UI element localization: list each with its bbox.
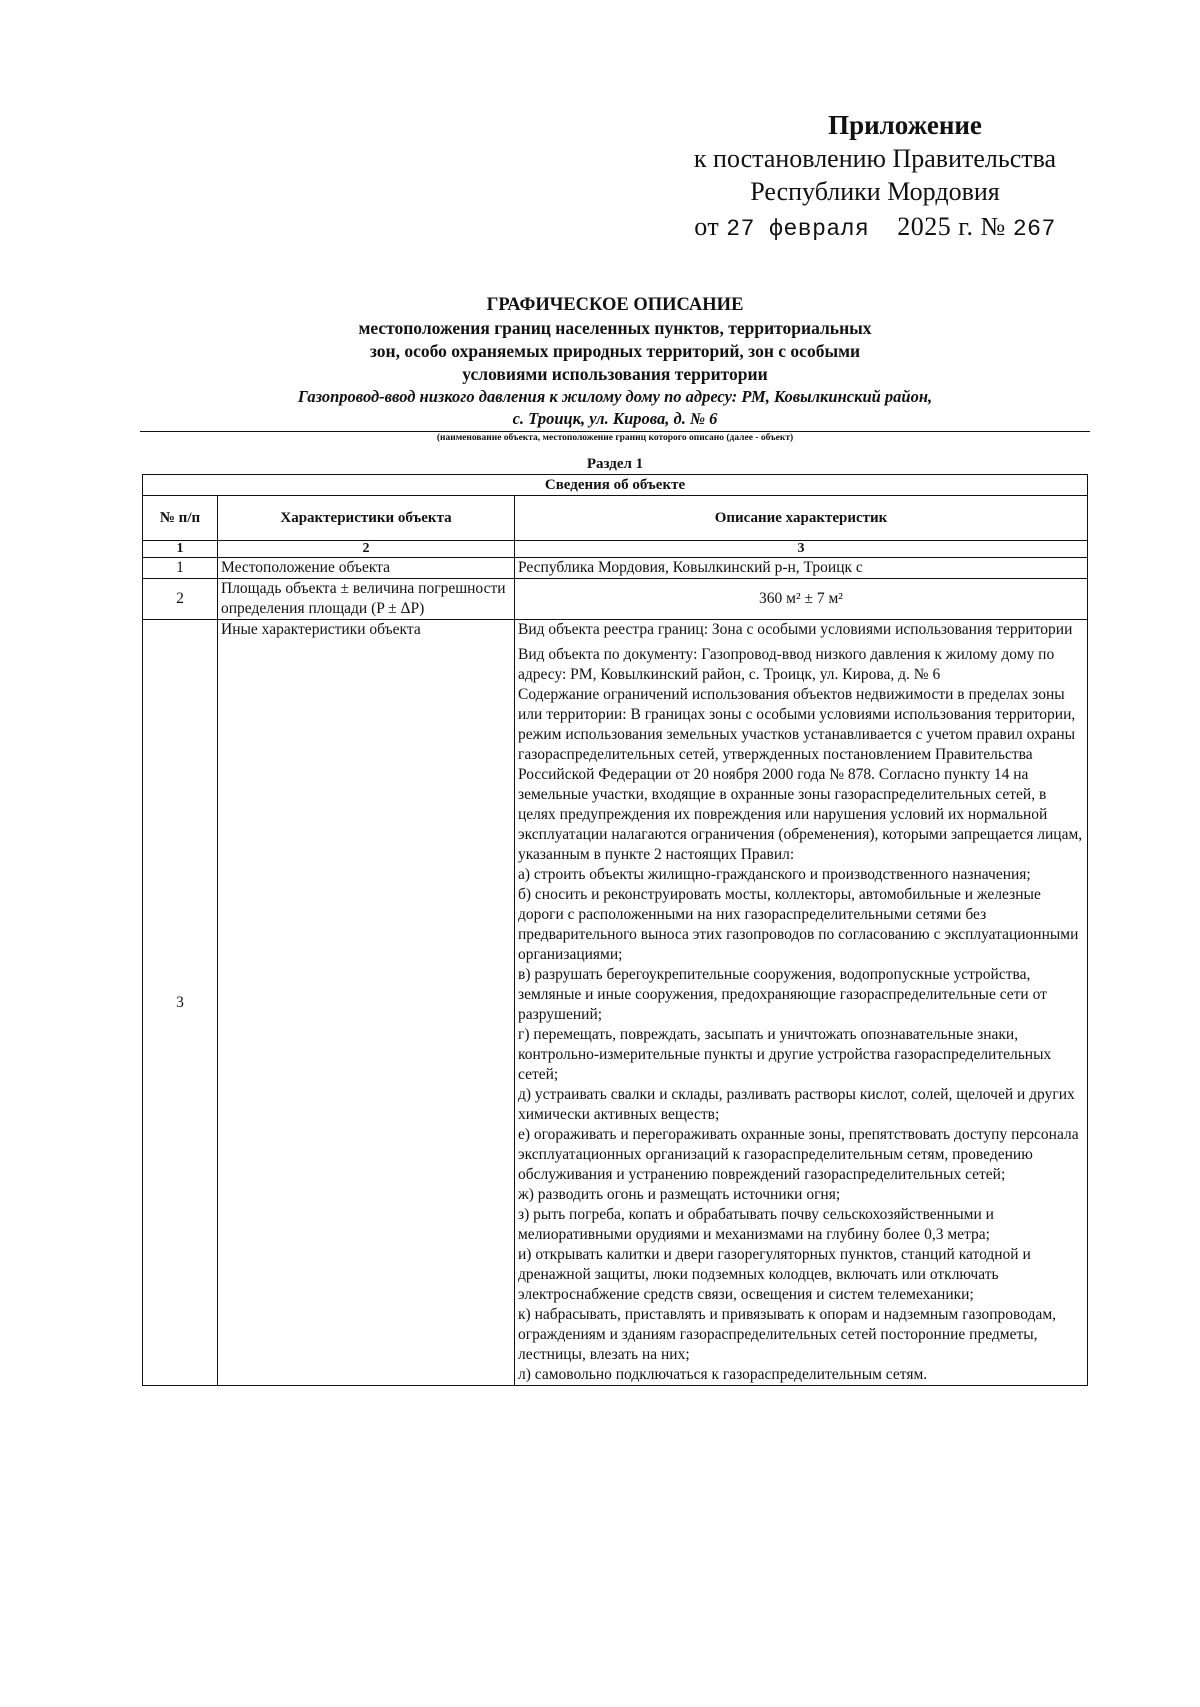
restriction-item-k: к) набрасывать, приставлять и привязывать к опорам и надземным газопроводам, ограждениям и зданиям газораспределительных сетей посторонние предметы, лестницы, влезать на них;: [518, 1306, 1057, 1363]
header-characteristics: Характеристики объекта: [218, 496, 515, 541]
restriction-item-i: и) открывать калитки и двери газорегуляторных пунктов, станций катодной и дренажной защиты, люки подземных колодцев, включать или отключать электроснабжение средств связи, освещения и систем телемеханики;: [518, 1246, 1031, 1303]
document-heading: [140, 294, 1090, 444]
col-number-1: 1: [143, 541, 218, 558]
restriction-item-b: б) сносить и реконструировать мосты, коллекторы, автомобильные и железные дороги с расположенными на них газораспределительными сетями без предварительного выноса этих газопроводов по согласованию с эксплуатационными организациями;: [518, 886, 1079, 963]
table-row: [143, 620, 1088, 1386]
table-row: [143, 558, 1088, 579]
object-name-line-1: Газопровод-ввод низкого давления к жилому дому по адресу: РМ, Ковылкинский район,: [297, 387, 933, 406]
row-value: Республика Мордовия, Ковылкинский р-н, Троицк с: [515, 558, 1088, 579]
restriction-item-d: д) устраивать свалки и склады, разливать растворы кислот, солей, щелочей и других химически активных веществ;: [518, 1086, 1075, 1123]
subtitle-line-3: условиями использования территории: [462, 364, 768, 384]
restriction-item-l: л) самовольно подключаться к газораспределительным сетям.: [518, 1366, 928, 1383]
section-label: Раздел 1: [586, 456, 644, 472]
appendix-title: Приложение: [828, 110, 982, 140]
restriction-item-g: г) перемещать, повреждать, засыпать и уничтожать опознавательные знаки, контрольно-измерительные пункты и другие устройства газораспределительных сетей;: [518, 1026, 1052, 1083]
document-title: ГРАФИЧЕСКОЕ ОПИСАНИЕ: [486, 295, 744, 315]
table-row: [143, 579, 1088, 620]
col-number-3: 3: [515, 541, 1088, 558]
subtitle-line-2: зон, особо охраняемых природных территорий, зон с особыми: [369, 341, 861, 361]
restriction-item-e: е) огораживать и перегораживать охранные зоны, препятствовать доступу персонала эксплуатационных организаций к газораспределительным сетям, проведению обслуживания и устранению повреждений газораспределительных сетей;: [518, 1126, 1079, 1183]
appendix-line-1: к постановлению Правительства: [693, 144, 1057, 173]
object-note: (наименование объекта, местоположение границ которого описано (далее - объект): [436, 433, 794, 443]
row-value: 360 м² ± 7 м²: [515, 579, 1088, 620]
restriction-item-z: з) рыть погреба, копать и обрабатывать почву сельскохозяйственными и мелиоративными орудиями и механизмами на глубину более 0,3 метра;: [518, 1206, 994, 1243]
header-number: № п/п: [143, 496, 218, 541]
row-characteristic: Иные характеристики объекта: [218, 620, 515, 1386]
row-number: 2: [143, 579, 218, 620]
object-name-line-2: с. Троицк, ул. Кирова, д. № 6: [512, 409, 718, 428]
description-paragraph: Вид объекта по документу: Газопровод-ввод низкого давления к жилому дому по адресу: РМ, Ковылкинский район, с. Троицк, ул. Кирова, д. № 6: [518, 646, 1055, 683]
appendix-block: [660, 108, 1090, 246]
restriction-item-a: а) строить объекты жилищно-гражданского и производственного назначения;: [518, 866, 1031, 883]
date-year: 2025 г. №: [897, 212, 1006, 241]
row-characteristic: Площадь объекта ± величина погрешности определения площади (P ± ΔP): [218, 579, 515, 620]
restriction-item-v: в) разрушать берегоукрепительные сооружения, водопропускные устройства, земляные и иные сооружения, предохраняющие газораспределительные сети от разрушений;: [518, 966, 1047, 1023]
appendix-line-2: Республики Мордовия: [750, 177, 1000, 206]
description-paragraph: Вид объекта реестра границ: Зона с особыми условиями использования территории: [518, 621, 1073, 638]
date-value: 27 февраля: [726, 216, 870, 242]
row-characteristic: Местоположение объекта: [218, 558, 515, 579]
row-description: [515, 620, 1088, 1386]
restriction-item-zh: ж) разводить огонь и размещать источники огня;: [518, 1186, 841, 1203]
row-number: 1: [143, 558, 218, 579]
document-number: 267: [1012, 216, 1056, 242]
appendix-date-line: [660, 210, 1090, 246]
subtitle-line-1: местоположения границ населенных пунктов, территориальных: [358, 318, 872, 338]
description-paragraph: Содержание ограничений использования объектов недвижимости в пределах зоны или территории: В границах зоны с особыми условиями использования территории, режим использования земельных участков устанавливается с учетом правил охраны газораспределительных сетей, утвержденных постановлением Правительства Российской Федерации от 20 ноября 2000 года № 878. Согласно пункту 14 на земельные участки, входящие в охранные зоны газораспределительных сетей, в целях предупреждения их повреждения или нарушения условий их нормальной эксплуатации налагаются ограничения (обременения), которыми запрещается лицам, указанным в пункте 2 настоящих Правил:: [518, 686, 1083, 863]
date-prefix: от: [694, 212, 720, 241]
table-caption: Сведения об объекте: [143, 475, 1088, 496]
col-number-2: 2: [218, 541, 515, 558]
row-number: 3: [143, 620, 218, 1386]
object-info-table: [142, 474, 1088, 1386]
header-description: Описание характеристик: [515, 496, 1088, 541]
